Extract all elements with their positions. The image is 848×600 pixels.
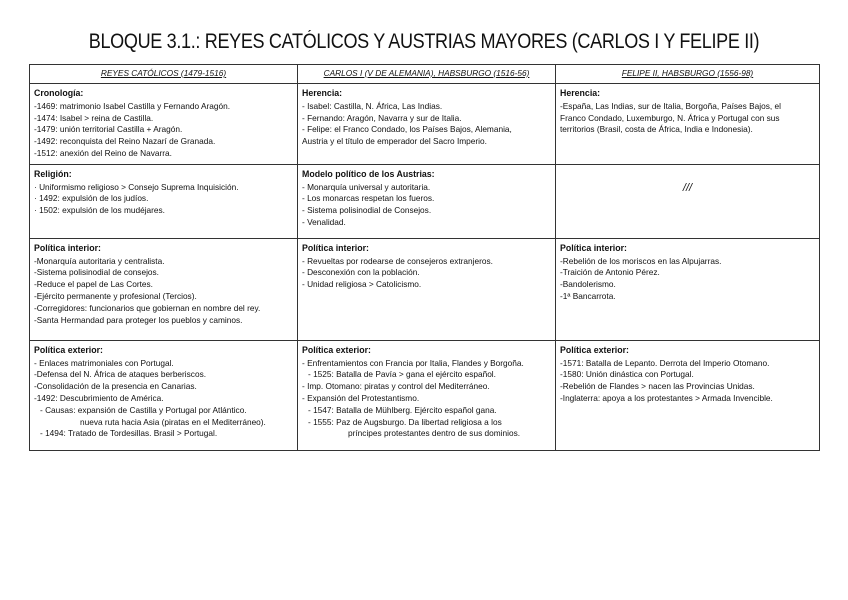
cell-heading: Política exterior: <box>302 344 371 355</box>
cell-line: · 1492: expulsión de los judíos. <box>34 193 149 204</box>
cell-exterior-reyes <box>30 340 298 450</box>
cell-line: -1474: Isabel > reina de Castilla. <box>34 112 154 123</box>
cell-line: - Enlaces matrimoniales con Portugal. <box>34 357 174 368</box>
cell-line: - Fernando: Aragón, Navarra y sur de Italia. <box>302 112 462 123</box>
column-header-carlos-i: CARLOS I (V DE ALEMANIA), HABSBURGO (1516-56) <box>298 65 556 84</box>
cell-line: -Bandolerismo. <box>560 279 616 290</box>
column-header-felipe-ii: FELIPE II, HABSBURGO (1556-98) <box>556 65 820 84</box>
cell-heading: Religión: <box>34 168 72 179</box>
cell-exterior-carlos <box>298 340 556 450</box>
cell-herencia-felipe <box>556 84 820 165</box>
cell-heading: Política exterior: <box>34 344 103 355</box>
cell-line: · Uniformismo religioso > Consejo Suprema Inquisición. <box>34 181 239 192</box>
cell-line: - 1494: Tratado de Tordesillas. Brasil > Portugal. <box>40 428 218 439</box>
cell-interior-reyes <box>30 238 298 340</box>
empty-mark: /// <box>682 181 693 194</box>
cell-cronologia <box>30 84 298 165</box>
cell-line: Austria y el título de emperador del Sacro Imperio. <box>302 136 487 147</box>
page-title: BLOQUE 3.1.: REYES CATÓLICOS Y AUSTRIAS MAYORES (CARLOS I Y FELIPE II) <box>88 30 760 53</box>
cell-line: - Imp. Otomano: piratas y control del Mediterráneo. <box>302 381 490 392</box>
cell-heading: Cronología: <box>34 88 84 98</box>
cell-line: - Enfrentamientos con Francia por Italia, Flandes y Borgoña. <box>302 357 524 368</box>
cell-herencia-carlos <box>298 84 556 165</box>
cell-line: -Reduce el papel de Las Cortes. <box>34 279 153 290</box>
cell-line: - Venalidad. <box>302 216 346 227</box>
cell-heading: Modelo político de los Austrias: <box>302 168 435 179</box>
cell-line: -1492: Descubrimiento de América. <box>34 392 164 403</box>
cell-line: - Monarquía universal y autoritaria. <box>302 181 431 192</box>
cell-line: -Defensa del N. África de ataques berberiscos. <box>34 369 207 380</box>
cell-line: Franco Condado, Luxemburgo, N. África y Portugal con sus <box>560 112 780 123</box>
cell-line: -1469: matrimonio Isabel Castilla y Fernando Aragón. <box>34 100 231 111</box>
cell-interior-felipe <box>556 238 820 340</box>
cell-line: - Unidad religiosa > Catolicismo. <box>302 279 422 290</box>
cell-line: - Sistema polisinodial de Consejos. <box>302 205 432 216</box>
cell-line: - Causas: expansión de Castilla y Portugal por Atlántico. <box>40 404 247 415</box>
history-table <box>29 64 820 451</box>
cell-line: -España, Las Indias, sur de Italia, Borgoña, Países Bajos, el <box>560 100 781 111</box>
cell-line: -Inglaterra: apoya a los protestantes > Armada Invencible. <box>560 392 773 403</box>
cell-heading: Herencia: <box>560 88 601 98</box>
cell-line: - Revueltas por rodearse de consejeros extranjeros. <box>302 255 493 266</box>
cell-line: -1580: Unión dinástica con Portugal. <box>560 369 694 380</box>
cell-line: príncipes protestantes dentro de sus dominios. <box>348 428 521 439</box>
cell-heading: Política interior: <box>302 242 369 253</box>
cell-line: - 1547: Batalla de Mühlberg. Ejército español gana. <box>308 404 497 415</box>
column-header-reyes-catolicos: REYES CATÓLICOS (1479-1516) <box>30 65 298 84</box>
cell-line: -Santa Hermandad para proteger los pueblos y caminos. <box>34 314 243 325</box>
cell-interior-carlos <box>298 238 556 340</box>
cell-heading: Política interior: <box>560 242 627 253</box>
cell-line: · 1502: expulsión de los mudéjares. <box>34 205 165 216</box>
cell-heading: Herencia: <box>302 88 343 98</box>
cell-line: -Consolidación de la presencia en Canarias. <box>34 381 197 392</box>
cell-heading: Política exterior: <box>560 344 629 355</box>
cell-line: - Isabel: Castilla, N. África, Las Indias. <box>302 100 443 111</box>
cell-line: nueva ruta hacia Asia (piratas en el Mediterráneo). <box>80 416 266 427</box>
cell-line: - Felipe: el Franco Condado, los Países Bajos, Alemania, <box>302 124 512 135</box>
table-row-religion-modelo <box>30 164 820 238</box>
cell-line: -Traición de Antonio Pérez. <box>560 267 660 278</box>
cell-heading: Política interior: <box>34 242 101 253</box>
cell-line: territorios (Brasil, costa de África, India e Indonesia). <box>560 124 753 135</box>
cell-exterior-felipe <box>556 340 820 450</box>
table-row-cronologia-herencia <box>30 84 820 165</box>
cell-modelo-politico <box>298 164 556 238</box>
table-header-row <box>30 65 820 84</box>
table-row-politica-interior <box>30 238 820 340</box>
cell-line: - Desconexión con la población. <box>302 267 420 278</box>
cell-empty-mark <box>556 164 820 238</box>
cell-line: -1492: reconquista del Reino Nazarí de Granada. <box>34 136 216 147</box>
cell-line: - 1555: Paz de Augsburgo. Da libertad religiosa a los <box>308 416 502 427</box>
cell-line: -1ª Bancarrota. <box>560 290 616 301</box>
cell-line: -Ejército permanente y profesional (Tercios). <box>34 290 197 301</box>
cell-line: - Los monarcas respetan los fueros. <box>302 193 435 204</box>
cell-line: -1571: Batalla de Lepanto. Derrota del Imperio Otomano. <box>560 357 770 368</box>
cell-religion <box>30 164 298 238</box>
cell-line: -Rebelión de Flandes > nacen las Provincias Unidas. <box>560 381 755 392</box>
cell-line: -1512: anexión del Reino de Navarra. <box>34 147 172 158</box>
cell-line: -1479: unión territorial Castilla + Aragón. <box>34 124 183 135</box>
cell-line: - 1525: Batalla de Pavía > gana el ejército español. <box>308 369 496 380</box>
table-row-politica-exterior <box>30 340 820 450</box>
cell-line: -Corregidores: funcionarios que gobiernan en nombre del rey. <box>34 302 261 313</box>
cell-line: - Expansión del Protestantismo. <box>302 392 420 403</box>
cell-line: -Rebelión de los moriscos en las Alpujarras. <box>560 255 722 266</box>
cell-line: -Sistema polisinodial de consejos. <box>34 267 159 278</box>
cell-line: -Monarquía autoritaria y centralista. <box>34 255 165 266</box>
